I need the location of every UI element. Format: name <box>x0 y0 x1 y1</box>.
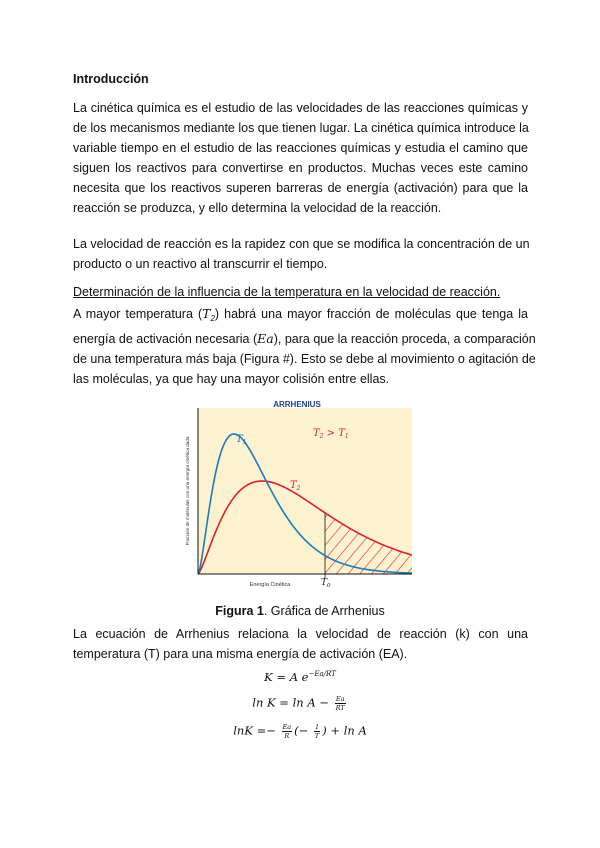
equation-3: lnK =− $\frac{Ea}{R}$ (− $\frac{1}{T}$ ) + ln A <box>233 723 367 740</box>
temperature-paragraph <box>73 304 536 389</box>
equation-2: ln K = ln A − $\frac{Ea}{RT}$ <box>252 695 345 712</box>
text-line: variable tiempo en el estudio de las reacciones químicas y estudia el camino que <box>73 141 528 155</box>
x-axis-label: Energía Cinética <box>249 582 291 588</box>
rate-paragraph <box>73 234 528 274</box>
text-line: La velocidad de reacción es la rapidez con que se modifica la concentración de un <box>73 237 530 251</box>
text-line: siguen los reactivos para convertirse en productos. Muchas veces este camino <box>73 161 528 175</box>
text-line: las moléculas, ya que hay una mayor colisión entre ellas. <box>73 372 390 386</box>
equation-1: K = A $e^{-Ea/RT}$ <box>264 670 336 684</box>
arrhenius-figure <box>178 398 416 594</box>
temperature-subheading: Determinación de la influencia de la temperatura en la velocidad de reacción. <box>73 285 501 299</box>
text-line: La ecuación de Arrhenius relaciona la velocidad de reacción (k) con una <box>73 627 528 641</box>
text-line: producto o un reactivo al transcurrir el tiempo. <box>73 257 328 271</box>
arrhenius-paragraph <box>73 624 528 664</box>
intro-paragraph <box>73 98 528 218</box>
figure-title: ARRHENIUS <box>273 400 321 409</box>
text-line: reacción se produzca, y ello determina la velocidad de la reacción. <box>73 201 442 215</box>
text-line: La cinética química es el estudio de las velocidades de las reacciones químicas y <box>73 101 528 115</box>
text-line: de una temperatura más baja (Figura #). Esto se debe al movimiento o agitación de <box>73 352 536 366</box>
text-line: temperatura (T) para una misma energía de activación (EA). <box>73 647 408 661</box>
label-t2: $T_2$ <box>290 480 301 492</box>
legend-inequality: $T_2 > T_1$ <box>313 428 349 440</box>
y-axis-label: Fracción de moléculas con una energía cinética dada <box>185 436 190 546</box>
figure-caption: Figura 1. Gráfica de Arrhenius <box>215 604 385 618</box>
label-t1: $T_1$ <box>236 434 247 446</box>
section-heading: Introducción <box>73 72 149 86</box>
text-line: A mayor temperatura $(T_2)$ habrá una mayor fracción de moléculas que tenga la <box>73 306 528 323</box>
threshold-label: $T_0$ <box>321 578 331 589</box>
text-line: energía de activación necesaria (Ea), para que la reacción proceda, a comparación <box>73 331 536 346</box>
text-line: necesita que los reactivos superen barreras de energía (activación) para que la <box>73 181 528 195</box>
text-line: de los mecanismos mediante los que tienen lugar. La cinética química introduce la <box>73 121 529 135</box>
